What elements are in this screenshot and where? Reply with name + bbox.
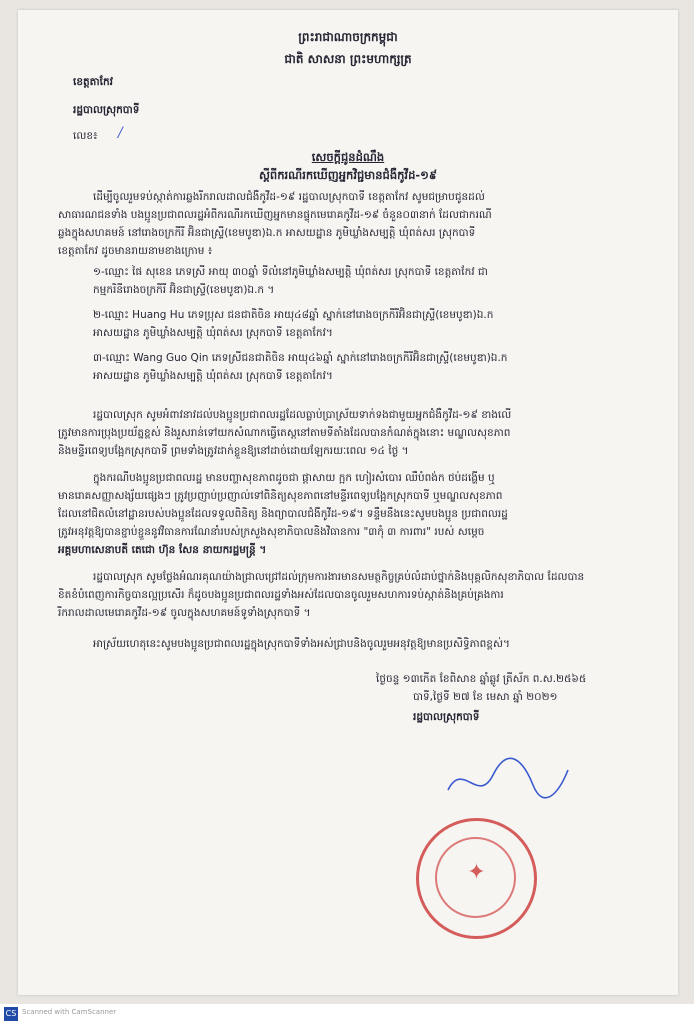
- province-name: ខេត្តតាកែវ: [73, 76, 113, 88]
- stamp-emblem-icon: ✦: [467, 860, 486, 885]
- thanks-line: ខិតខំបំពេញការកិច្ចបានល្អប្រសើរ ក៏ដូចបងប្អូនប្រជាពលរដ្ឋទាំងអស់ដែលបានចូលរួមសហការទប់ស្កាត់និងគ្រប់គ្រងការ: [58, 589, 504, 601]
- notice-title: សេចក្តីជូនដំណឹង: [311, 150, 385, 164]
- district-administration: រដ្ឋបាលស្រុកបាទី: [73, 104, 140, 116]
- scanner-footer: [0, 1004, 694, 1024]
- symptoms-line: អគ្គមហាសេនាបតី តេជោ ហ៊ុន សែន នាយករដ្ឋមន្ត្រី ។: [58, 544, 267, 556]
- intro-line: ដើម្បីចូលរួមទប់ស្កាត់ការឆ្លងរីករាលដាលជំងឺកូវីដ-១៩ រដ្ឋបាលស្រុកបាទី ខេត្តតាកែវ សូមជម្រាបជូនដល់: [93, 191, 485, 203]
- intro-line: សាធារណជនទាំង បងប្អូនប្រជាពលរដ្ឋអំពីករណីរកឃើញអ្នកមានផ្ទុកមេរោគកូវីដ-១៩ ចំនួន០៣នាក់ ដែលជាករណី: [58, 209, 492, 221]
- thanks-line: រីករាលដាលមេរោគកូវីដ-១៩ ចូលក្នុងសហគមន៍ទូទាំងស្រុកបាទី ។: [58, 607, 311, 619]
- person-entry-cont: អាសយដ្ឋាន ភូមិឃ្លាំងសម្បត្តិ ឃុំពត់សរ ស្រុកបាទី ខេត្តតាកែវ។: [93, 327, 333, 339]
- symptoms-line: ក្នុងករណីបងប្អូនប្រជាពលរដ្ឋ មានបញ្ហាសុខភាពដូចជា ផ្តាសាយ ក្អក ហៀរសំបោរ ឈឺបំពង់ក ថប់ដង្ហើម ឬ: [93, 472, 495, 484]
- person-entry: ១-ឈ្មោះ ផៃ សុខេន ភេទស្រី អាយុ ៣០ឆ្នាំ ទីលំនៅភូមិឃ្លាំងសម្បត្តិ ឃុំពត់សរ ស្រុកបាទី ខេត្តតាកែវ ជា: [93, 266, 488, 278]
- person-entry-cont: អាសយដ្ឋាន ភូមិឃ្លាំងសម្បត្តិ ឃុំពត់សរ ស្រុកបាទី ខេត្តតាកែវ។: [93, 370, 333, 382]
- appeal-line: និងមន្ទីរពេទ្យបង្អែកស្រុកបាទី ព្រមទាំងត្រូវដាក់ខ្លួនឱ្យនៅដាច់ដោយឡែករយៈពេល ១៤ ថ្ងៃ ។: [58, 445, 409, 457]
- reference-label: លេខ៖: [73, 130, 98, 142]
- camscanner-logo-icon: CS: [4, 1007, 18, 1021]
- notice-subject: ស្តីពីករណីរកឃើញអ្នកវិជ្ជមានជំងឺកូវីដ-១៩: [258, 168, 437, 182]
- intro-line: ខេត្តតាកែវ ដូចមានរាយនាមខាងក្រោម ៖: [58, 245, 213, 257]
- lunar-date: ថ្ងៃចន្ទ ១៣កើត ខែពិសាខ ឆ្នាំឆ្លូវ ត្រីស័ក ព.ស.២៥៦៥: [376, 673, 587, 685]
- scanner-watermark: Scanned with CamScanner: [22, 1008, 117, 1016]
- signatory-title: រដ្ឋបាលស្រុកបាទី: [413, 711, 480, 723]
- closing-line: អាស្រ័យហេតុនេះសូមបងប្អូនប្រជាពលរដ្ឋក្នុងស្រុកបាទីទាំងអស់ជ្រាបនិងចូលរួមអនុវត្តឱ្យមានប្រសិទ្ធិភាពខ្ពស់។: [93, 638, 510, 650]
- signature-mark: [438, 750, 578, 810]
- appeal-line: ត្រូវមានការប្រុងប្រយ័ត្នខ្ពស់ និងរួសរាន់ទៅយកសំណាកធ្វើតេស្តនៅតាមទីតាំងដែលបានកំណត់ក្នុងនោះ មណ្ឌលសុខភាព: [58, 427, 511, 439]
- symptoms-line: ដែលនៅជិតលំនៅដ្ឋានរបស់បងប្អូនដែលទទួលពិនិត្យ និងព្យាបាលជំងឺកូវីដ-១៩។ ទន្ទឹមនឹងនេះសូមបងប្អូន ប្រជាពលរដ្ឋ: [58, 508, 508, 520]
- person-entry-cont: កម្មករិនីរោងចក្រកីរី អ៊ិនជាស្ទ្រី(ខេមបូឌា)ឯ.ក ។: [93, 284, 275, 296]
- intro-line: ឆ្លងក្នុងសហគមន៍ នៅរោងចក្រកីរី អ៊ិនជាស្ទ្រី(ខេមបូឌា)ឯ.ក អាសយដ្ឋាន ភូមិឃ្លាំងសម្បត្តិ ឃុំពត់សរ ស្រុកបាទី: [58, 227, 476, 239]
- person-entry: ២-ឈ្មោះ Huang Hu ភេទប្រុស ជនជាតិចិន អាយុ៤៨ឆ្នាំ ស្នាក់នៅរោងចក្រកីរីអ៊ិនជាស្ទ្រី(ខេមបូឌា)ឯ.ក: [93, 309, 494, 321]
- official-stamp: [416, 818, 537, 939]
- national-motto: ជាតិ សាសនា ព្រះមហាក្សត្រ: [284, 52, 412, 66]
- symptoms-line: មានរោគសញ្ញាសង្ស័យផ្សេងៗ ត្រូវប្រញាប់ប្រញាល់ទៅពិនិត្យសុខភាពនៅមន្ទីរពេទ្យបង្អែកស្រុកបាទី ឬមណ្ឌលសុខភាព: [58, 490, 503, 502]
- solar-date: បាទី,ថ្ងៃទី ២៧ ខែ មេសា ឆ្នាំ ២០២១: [413, 691, 558, 703]
- symptoms-line: ត្រូវអនុវត្តឱ្យបានខ្ជាប់ខ្ជួននូវវិធានការណែនាំរបស់ក្រសួងសុខាភិបាលនិងវិធានការ "៣កុំ ៣ ការពារ" របស់ សម្តេច: [58, 526, 485, 538]
- appeal-line: រដ្ឋបាលស្រុក សូមអំពាវនាវដល់បងប្អូនប្រជាពលរដ្ឋដែលធ្លាប់ប្រាស្រ័យទាក់ទងជាមួយអ្នកជំងឺកូវីដ-១៩ ខាងលើ: [93, 409, 512, 421]
- reference-number: /: [118, 125, 123, 141]
- person-entry: ៣-ឈ្មោះ Wang Guo Qin ភេទស្រីជនជាតិចិន អាយុ៤៦ឆ្នាំ ស្នាក់នៅរោងចក្រកីរីអ៊ិនជាស្ទ្រី(ខេមបូឌា)ឯ.ក: [93, 352, 508, 364]
- thanks-line: រដ្ឋបាលស្រុក សូមថ្លែងអំណរគុណយ៉ាងជ្រាលជ្រៅដល់ក្រុមការងារមានសមត្ថកិច្ចគ្រប់លំដាប់ថ្នាក់និងបុគ្គលិកសុខាភិបាល ដែលបាន: [93, 571, 585, 583]
- document-page: [18, 10, 678, 995]
- kingdom-heading: ព្រះរាជាណាចក្រកម្ពុជា: [298, 30, 398, 44]
